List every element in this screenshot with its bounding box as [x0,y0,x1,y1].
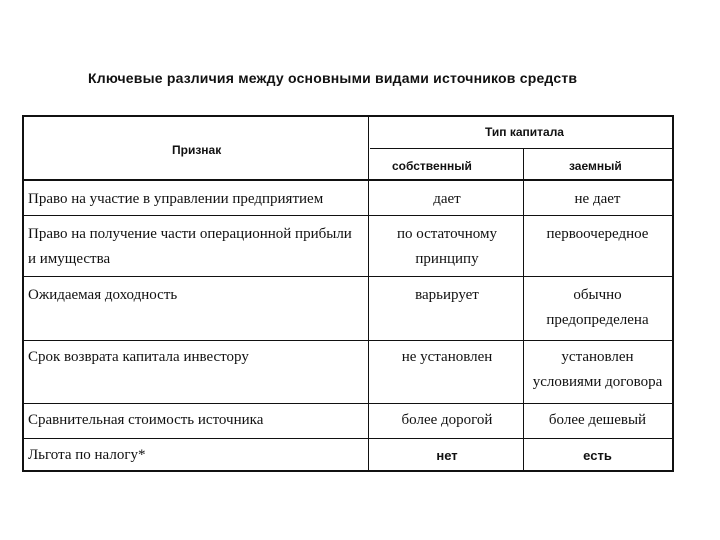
row-divider [22,340,674,341]
cell-text: принципу [415,251,479,267]
row-debt-cell [525,187,670,212]
cell-text: варьирует [415,287,479,303]
row-divider [22,215,674,216]
cell-text: условиями договора [532,374,663,390]
table-border-top [22,115,674,117]
row-equity-cell [372,345,522,370]
row-debt-cell [525,222,670,247]
header-subdivider [370,148,674,149]
cell-text: установлен [561,349,634,365]
row-debt-cell [525,283,670,333]
cell-text: Льгота по налогу* [28,447,146,463]
cell-text: есть [583,448,612,463]
row-divider [22,403,674,404]
cell-text: более дешевый [548,412,647,428]
row-equity-cell [372,283,522,308]
header-attribute: Признак [172,143,222,157]
row-equity-cell [372,222,522,272]
header-divider [22,179,674,181]
cell-text: и имущества [28,251,111,267]
table-border-bottom [22,470,674,472]
header-capital-type: Тип капитала [485,125,564,139]
cell-text: Право на участие в управлении предприятием [28,191,324,207]
cell-text: не установлен [401,349,493,365]
cell-text: не дает [574,191,621,207]
table-border-right [672,115,674,472]
column-divider-1 [368,115,369,472]
row-equity-cell [372,408,522,433]
cell-text: обычно [573,287,622,303]
header-equity: собственный [392,159,472,173]
cell-text: нет [436,448,458,463]
row-attribute-cell [28,187,368,212]
table-title: Ключевые различия между основными видами источников средств [88,70,578,86]
column-divider-2 [523,149,524,472]
row-debt-cell [525,443,670,468]
cell-text: Срок возврата капитала инвестору [28,349,249,365]
cell-text: Сравнительная стоимость источника [28,412,264,428]
row-equity-cell [372,187,522,212]
row-divider [22,438,674,439]
cell-text: Ожидаемая доходность [28,287,178,303]
table-border-left [22,115,24,472]
comparison-table [22,115,674,472]
cell-text: более дорогой [401,412,493,428]
cell-text: первоочередное [546,226,649,242]
cell-text: предопределена [546,312,649,328]
row-attribute-cell [28,345,368,370]
row-attribute-cell [28,222,368,272]
row-attribute-cell [28,283,368,308]
cell-text: дает [433,191,461,207]
row-debt-cell [525,345,670,395]
header-debt: заемный [569,159,622,173]
row-debt-cell [525,408,670,433]
cell-text: Право на получение части операционной прибыли [28,226,352,242]
row-attribute-cell [28,408,368,433]
cell-text: по остаточному [396,226,498,242]
row-equity-cell [372,443,522,468]
row-divider [22,276,674,277]
row-attribute-cell [28,443,368,468]
